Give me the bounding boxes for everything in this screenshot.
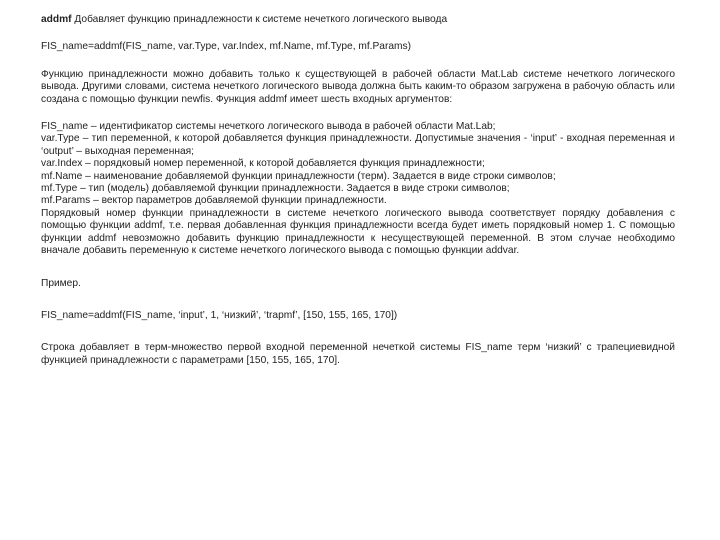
argument-mf-params: mf.Params – вектор параметров добавляемой функции принадлежности. — [41, 195, 387, 207]
document-body — [41, 14, 675, 367]
function-name: addmf — [41, 14, 72, 25]
function-syntax: FIS_name=addmf(FIS_name, var.Type, var.Index, mf.Name, mf.Type, mf.Params) — [41, 41, 411, 53]
function-heading-text: Добавляет функцию принадлежности к системе нечеткого логического вывода — [71, 14, 448, 25]
argument-mf-name: mf.Name – наименование добавляемой функции принадлежности (терм). Задается в виде строки символов; — [41, 170, 556, 182]
arguments-list — [41, 121, 675, 257]
example-label: Пример. — [41, 277, 81, 289]
argument-var-type: var.Type – тип переменной, к которой добавляется функция принадлежности. Допустимые значения - ‘input’ - входная переменная и ‘output’ – выходная переменная; — [41, 133, 675, 157]
function-heading — [41, 14, 675, 26]
example-explanation: Строка добавляет в терм-множество первой входной переменной нечеткой системы FIS_name терм ‘низкий’ с трапециевидной функцией принадлежности с параметрами [150, 155, 165, 170]. — [41, 342, 675, 366]
example-code: FIS_name=addmf(FIS_name, ‘input’, 1, ‘низкий’, ‘trapmf’, [150, 155, 165, 170]) — [41, 309, 398, 321]
ordering-note-paragraph: Порядковый номер функции принадлежности в системе нечеткого логического вывода соответствует порядку добавления с помощью функции addmf, т.е. первая добавленная функция принадлежности всегда будет иметь порядковый номер 1. С помощью функции addmf невозможно добавить функцию принадлежности к несуществующей переменной. В этом случае необходимо вначале добавить переменную к системе нечеткого логического вывода с помощью функции addvar. — [41, 207, 675, 257]
description-paragraph: Функцию принадлежности можно добавить только к существующей в рабочей области Mat.Lab системе нечеткого логического вывода. Другими словами, система нечеткого логического вывода должна быть каким-то образом загружена в рабочую область или создана с помощью функции newfis. Функция addmf имеет шесть входных аргументов: — [41, 68, 675, 105]
argument-var-index: var.Index – порядковый номер переменной, к которой добавляется функция принадлежности; — [41, 158, 485, 170]
argument-mf-type: mf.Type – тип (модель) добавляемой функции принадлежности. Задается в виде строки символов; — [41, 183, 510, 195]
argument-fis-name: FIS_name – идентификатор системы нечеткого логического вывода в рабочей области Mat.Lab; — [41, 121, 496, 133]
